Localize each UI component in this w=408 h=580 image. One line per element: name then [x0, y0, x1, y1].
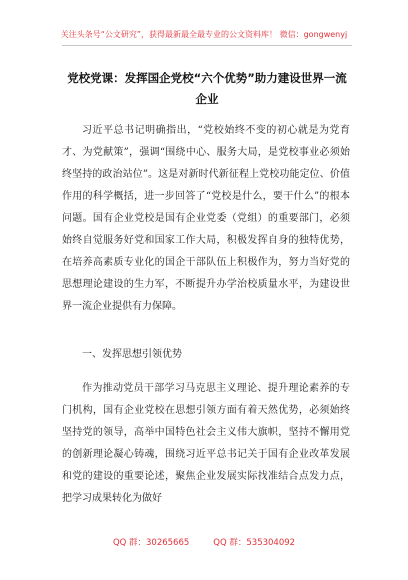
section-heading-1: 一、发挥思想引领优势 [82, 349, 182, 360]
body-paragraph-2: 作为推动党员干部学习马克思主义理论、提升理论素养的专门机构，国有企业党校在思想引领方面有着天然优势，必须始终坚持党的领导，高举中国特色社会主义伟大旗帜，坚持不懈用党的创新理论凝心铸魂，围绕习近平总书记关于国有企业改革发展和党的建设的重要论述，聚焦企业发展实际找准结合点发力点，把学习成果转化为做好 [62, 383, 350, 504]
footer-qq-group-1: QQ 群：30265665 [112, 538, 190, 548]
footer [0, 536, 408, 548]
document-title: 党校党课：发挥国企党校“六个优势”助力建设世界一流企业 [67, 71, 347, 106]
footer-qq-group-2: QQ 群：535304092 [213, 538, 296, 548]
header-divider [62, 45, 352, 46]
header-banner: 关注头条号“公文研究”，获得最新最全最专业的公文资料库！ 微信：gongwenyj [60, 30, 348, 39]
body-paragraph-1: 习近平总书记明确指出，“党校始终不变的初心就是为党育才、为党献策”，强调“围绕中心、服务大局，是党校事业必须始终坚持的政治站位”。这是对新时代新征程上党校功能定位、价值作用的科学概括，进一步回答了“党校是什么，要干什么”的根本问题。国有企业党校是国有企业党委（党组）的重要部门，必须始终自觉服务好党和国家工作大局，积极发挥自身的独特优势，在培养高素质专业化的国企干部队伍上积极作为，努力当好党的思想理论建设的生力军，不断提升办学治校质量水平，为建设世界一流企业提供有力保障。 [62, 125, 350, 312]
